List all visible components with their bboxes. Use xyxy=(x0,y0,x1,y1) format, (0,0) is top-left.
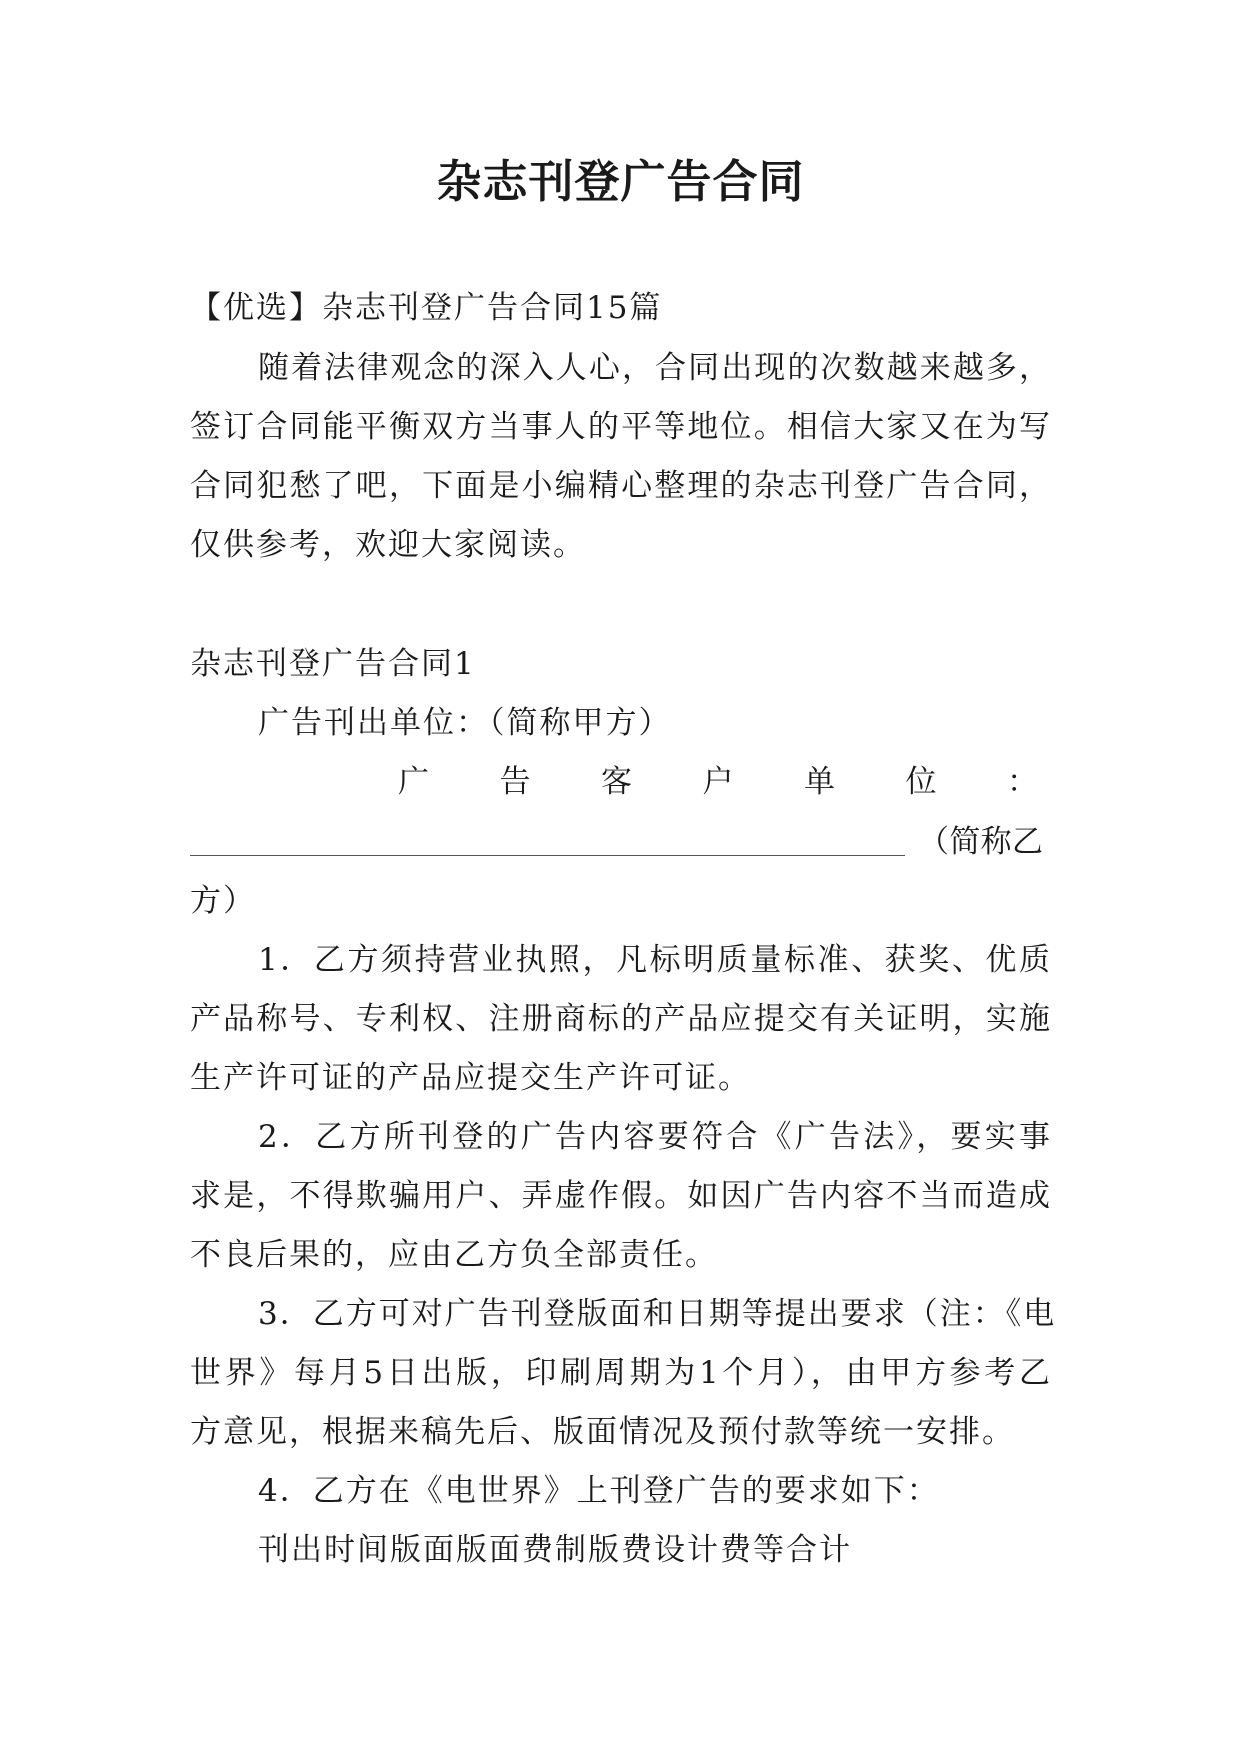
party-b-abbr xyxy=(918,820,1043,864)
party-b-abbr-char: 称 xyxy=(980,824,1012,860)
intro-line-2: 签订合同能平衡双方当事人的平等地位。相信大家又在为写 xyxy=(190,409,1052,445)
intro-line-3: 合同犯愁了吧，下面是小编精心整理的杂志刊登广告合同， xyxy=(190,468,1052,504)
party-b-char: 广 xyxy=(398,764,429,800)
clause-4-line: 4．乙方在《电世界》上刊登广告的要求如下： xyxy=(258,1473,940,1509)
clause-2-line-3: 不良后果的，应由乙方负全部责任。 xyxy=(190,1237,718,1273)
party-b-abbr-char: 简 xyxy=(949,824,981,860)
intro-line-4: 仅供参考，欢迎大家阅读。 xyxy=(190,527,586,563)
clause-1-line-2: 产品称号、专利权、注册商标的产品应提交有关证明，实施 xyxy=(190,1001,1052,1037)
party-a-line: 广告刊出单位：（简称甲方） xyxy=(258,705,672,741)
party-b-label-row xyxy=(398,760,1038,804)
party-b-end: 方） xyxy=(190,883,256,919)
section-title: 杂志刊登广告合同1 xyxy=(190,646,476,682)
party-b-char: 客 xyxy=(601,764,632,800)
clause-1-line-1: 1．乙方须持营业执照，凡标明质量标准、获奖、优质 xyxy=(258,942,1052,978)
clause-2-line-2: 求是，不得欺骗用户、弄虚作假。如因广告内容不当而造成 xyxy=(190,1178,1052,1214)
clause-3-line-3: 方意见，根据来稿先后、版面情况及预付款等统一安排。 xyxy=(190,1414,1015,1450)
party-b-abbr-char: 乙 xyxy=(1011,824,1043,860)
document-subtitle: 【优选】杂志刊登广告合同15篇 xyxy=(190,290,663,326)
party-b-char: ： xyxy=(1007,764,1038,800)
clause-2-line-1: 2．乙方所刊登的广告内容要符合《广告法》，要实事 xyxy=(258,1119,1052,1155)
party-b-char: 户 xyxy=(702,764,734,800)
party-b-abbr-char: （ xyxy=(918,824,949,860)
clause-1-line-3: 生产许可证的产品应提交生产许可证。 xyxy=(190,1060,751,1096)
party-b-char: 单 xyxy=(804,764,835,800)
table-header-line: 刊出时间版面版面费制版费设计费等合计 xyxy=(258,1532,852,1568)
intro-line-1: 随着法律观念的深入人心，合同出现的次数越来越多， xyxy=(258,350,1052,386)
clause-3-line-2: 世界》每月5日出版，印刷周期为1个月），由甲方参考乙 xyxy=(190,1355,1052,1391)
party-b-blank-line xyxy=(190,855,905,856)
clause-3-line-1: 3．乙方可对广告刊登版面和日期等提出要求（注：《电 xyxy=(258,1296,1057,1332)
party-b-char: 位 xyxy=(905,764,937,800)
document-title: 杂志刊登广告合同 xyxy=(436,155,805,208)
party-b-char: 告 xyxy=(499,764,531,800)
